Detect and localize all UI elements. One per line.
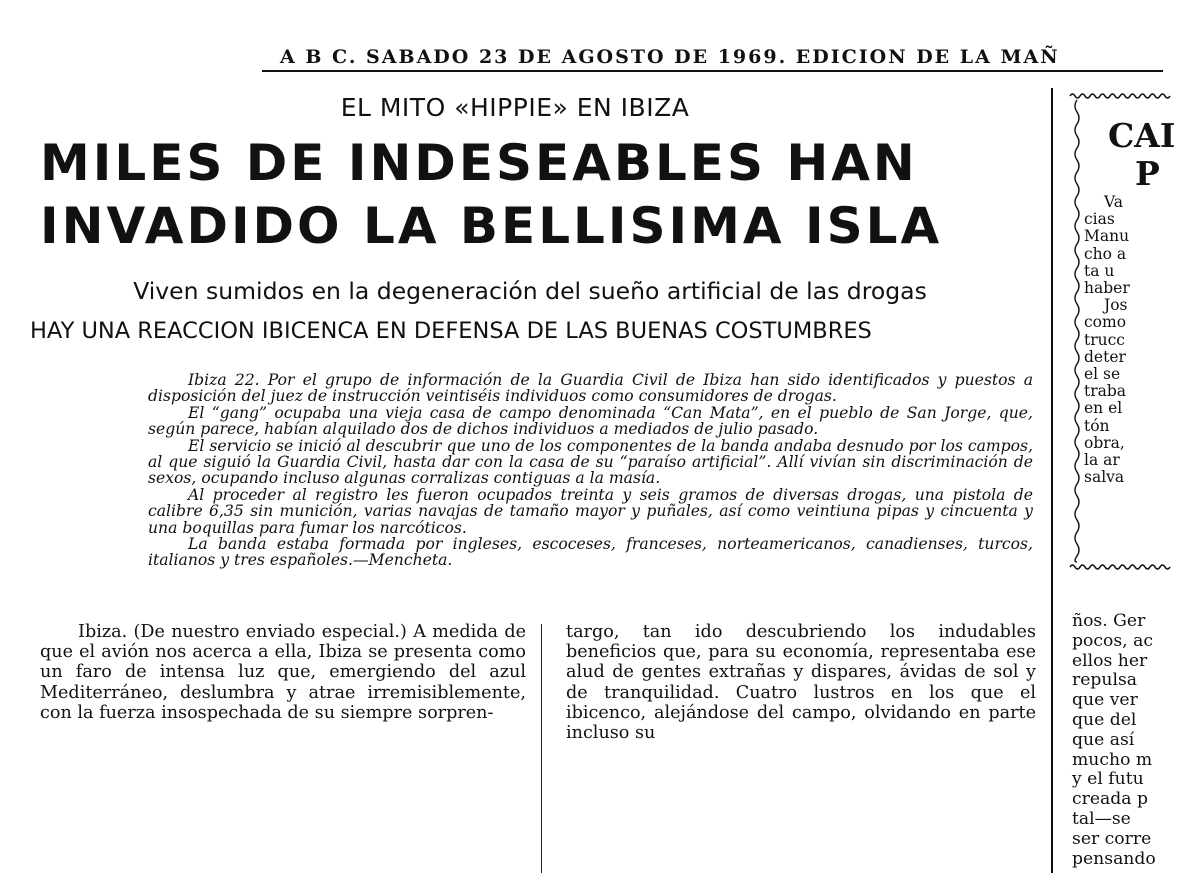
- right-vertical-rule: [1051, 88, 1053, 873]
- article-column-2: targo, tan ido descubriendo los indudables beneficios que, para su economía, representaba ese alud de gentes extrañas y dispares, ávidas de sol y de tranquilidad. Cuatro lustros en los que el ibicenco, alejándose del campo, olvidando en parte incluso su: [566, 622, 1036, 744]
- right-column-line: y el futu: [1072, 769, 1144, 790]
- box-headline-line-2: P: [1135, 154, 1160, 193]
- summary-paragraph: El servicio se inició al descubrir que uno de los componentes de la banda andaba desnudo por los campos, al que siguió la Guardia Civil, hasta dar con la casa de su “paraíso artificial”. Allí vivían sin discriminación de sexos, ocupando incluso algunas corralizas contiguas a la masía.: [148, 436, 1033, 488]
- masthead-rule: [262, 70, 1163, 72]
- headline-line-1: MILES DE INDESEABLES HAN: [40, 134, 918, 192]
- right-column-text: [1072, 612, 1172, 869]
- box-line: haber: [1084, 279, 1130, 298]
- subheadline: Viven sumidos en la degeneración del sueño artificial de las drogas: [133, 277, 927, 305]
- kicker: EL MITO «HIPPIE» EN IBIZA: [340, 93, 690, 122]
- right-column-line: pocos, ac: [1072, 630, 1153, 651]
- summary-paragraph: La banda estaba formada por ingleses, escoceses, franceses, norteamericanos, canadienses, turcos, italianos y tres españoles.—Mencheta.: [148, 535, 1033, 570]
- headline-line-2: INVADIDO LA BELLISIMA ISLA: [40, 197, 943, 255]
- summary-paragraph: Al proceder al registro les fueron ocupados treinta y seis gramos de diversas drogas, una pistola de calibre 6,35 sin munición, varias navajas de tamaño mayor y puñales, así como veintiuna pipas y cincuenta y una boquillas para fumar los narcóticos.: [148, 485, 1033, 537]
- right-column-line: que del: [1072, 709, 1137, 730]
- right-column-line: que así: [1072, 729, 1135, 750]
- right-column-line: creada p: [1072, 789, 1148, 810]
- box-line: como: [1084, 313, 1127, 332]
- box-left-wavy-border: [1070, 100, 1084, 562]
- column-divider: [541, 624, 542, 873]
- box-line: trucc: [1084, 330, 1125, 349]
- right-column-line: mucho m: [1072, 749, 1153, 770]
- box-bottom-wavy-border: [1070, 560, 1170, 574]
- right-column-line: tal—se: [1072, 808, 1131, 829]
- box-line: deter: [1084, 347, 1126, 366]
- box-top-wavy-border: [1070, 90, 1170, 102]
- summary-block: [148, 372, 1033, 569]
- right-column-line: ser corre: [1072, 828, 1152, 849]
- box-line: ta u: [1084, 261, 1115, 280]
- box-line: Manu: [1084, 227, 1130, 246]
- box-line: tón: [1084, 416, 1110, 435]
- box-line: la ar: [1084, 451, 1120, 470]
- box-line: Va: [1104, 193, 1124, 211]
- box-line: salva: [1084, 468, 1125, 487]
- box-line: obra,: [1084, 433, 1125, 452]
- right-column-line: que ver: [1072, 690, 1138, 711]
- summary-paragraph: El “gang” ocupaba una vieja casa de campo denominada “Can Mata”, en el pueblo de San Jorge, que, según parece, habían alquilado dos de dichos individuos a mediados de julio pasado.: [148, 403, 1033, 439]
- right-column-line: repulsa: [1072, 670, 1138, 691]
- right-column-line: ellos her: [1072, 650, 1148, 671]
- sidebar-box: [1070, 90, 1176, 584]
- masthead-dateline: A B C. SABADO 23 DE AGOSTO DE 1969. EDICION DE LA MAÑ: [280, 46, 1060, 68]
- secondary-deck: HAY UNA REACCION IBICENCA EN DEFENSA DE LAS BUENAS COSTUMBRES: [30, 318, 872, 344]
- right-column-line: pensando: [1072, 848, 1156, 869]
- right-column-line: ños. Ger: [1072, 611, 1146, 631]
- box-line: cho a: [1084, 244, 1127, 263]
- summary-paragraph: Ibiza 22. Por el grupo de información de la Guardia Civil de Ibiza han sido identificados y puestos a disposición del juez de instrucción veintiséis individuos como consumidores de drogas.: [148, 371, 1033, 406]
- box-body-text: [1084, 194, 1204, 486]
- box-line: Jos: [1104, 296, 1128, 315]
- article-column-1: Ibiza. (De nuestro enviado especial.) A medida de que el avión nos acerca a ella, Ibiza se presenta como un faro de intensa luz que, emergiendo del azul Mediterráneo, deslumbra y atrae irremisiblemente, con la fuerza insospechada de su siempre sorpren-: [40, 622, 526, 723]
- box-line: en el: [1084, 399, 1123, 418]
- box-line: traba: [1084, 382, 1127, 401]
- box-line: cias: [1084, 210, 1115, 229]
- box-headline-line-1: CAI: [1108, 116, 1176, 155]
- box-line: el se: [1084, 365, 1121, 384]
